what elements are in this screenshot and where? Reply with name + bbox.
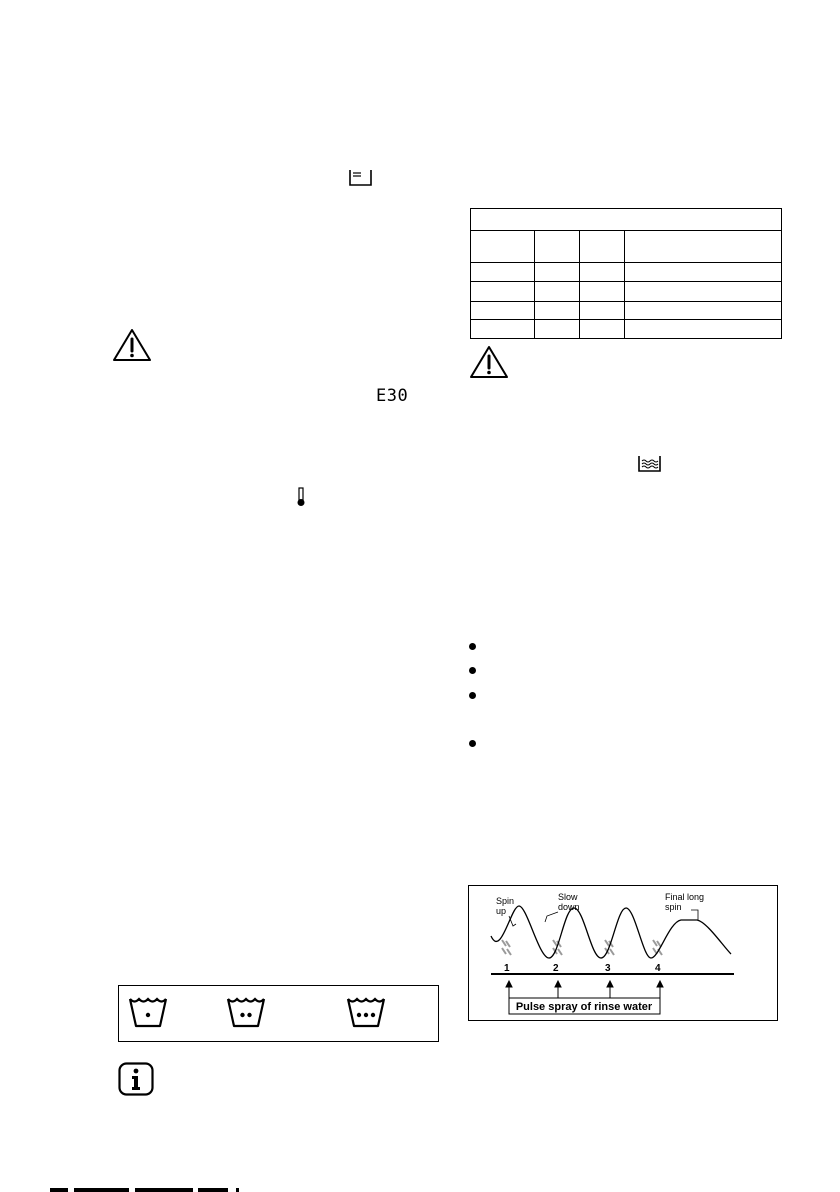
bottom-edge-mark xyxy=(135,1188,193,1192)
label-final-long-spin: spin xyxy=(665,902,682,912)
label-spin-up: up xyxy=(496,906,507,916)
wash-30-icon xyxy=(128,995,168,1029)
label-spin-up: Spin xyxy=(496,896,515,906)
label-slow-down: down xyxy=(558,902,580,912)
extra-rinse-icon xyxy=(638,455,662,473)
bottom-edge-mark xyxy=(198,1188,228,1192)
pulse-number: 1 xyxy=(504,963,510,974)
bullet-point xyxy=(469,692,476,699)
thermometer-icon xyxy=(296,487,306,507)
pulse-number: 3 xyxy=(605,963,611,974)
pulse-caption: Pulse spray of rinse water xyxy=(515,1001,653,1013)
wash-symbols-box xyxy=(118,985,439,1042)
warning-icon xyxy=(112,328,152,362)
bottom-edge-mark xyxy=(50,1188,68,1192)
label-final-long-spin: Final long xyxy=(665,892,705,902)
data-table xyxy=(470,208,782,339)
detergent-drawer-icon xyxy=(349,169,373,187)
water-drops xyxy=(502,940,662,955)
bottom-edge-mark xyxy=(236,1188,239,1192)
warning-icon xyxy=(469,345,509,379)
leader-lines xyxy=(509,910,698,926)
pulse-number: 2 xyxy=(553,963,559,974)
error-code-display: E30 xyxy=(376,386,409,406)
rinse-spin-diagram-svg xyxy=(469,886,777,1020)
rinse-spin-diagram xyxy=(468,885,778,1021)
pulse-arrows xyxy=(506,981,663,998)
bullet-point xyxy=(469,667,476,674)
wash-40-icon xyxy=(226,995,266,1029)
label-slow-down: Slow xyxy=(558,892,578,902)
bottom-edge-mark xyxy=(74,1188,129,1192)
pulse-number: 4 xyxy=(655,963,661,974)
bullet-point xyxy=(469,643,476,650)
info-icon xyxy=(118,1062,154,1096)
bullet-point xyxy=(469,740,476,747)
wash-50-icon xyxy=(346,995,386,1029)
